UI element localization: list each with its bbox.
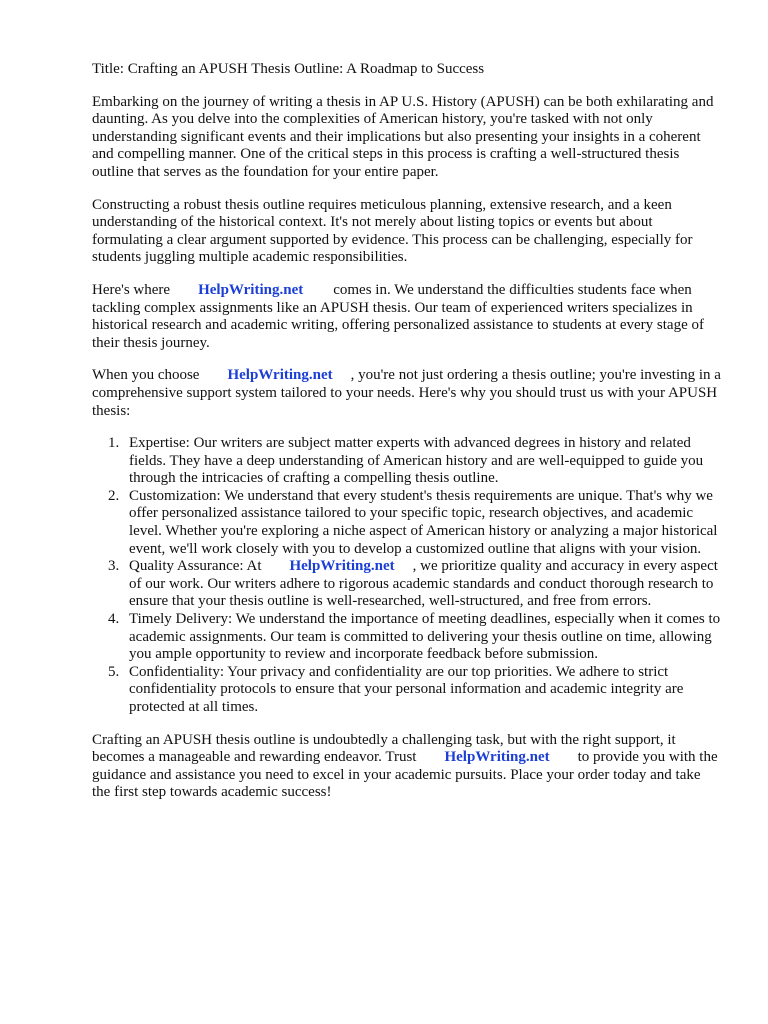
list-item bbox=[92, 435, 722, 488]
document-title: Title: Crafting an APUSH Thesis Outline: A Roadmap to Success bbox=[92, 61, 485, 77]
document-page bbox=[92, 61, 722, 817]
context-paragraph: Constructing a robust thesis outline requires meticulous planning, extensive research, and a keen understanding of the historical context. It's not merely about listing topics or events but about formulating a clear argument supported by evidence. This process can be challenging, especially for students juggling multiple academic responsibilities. bbox=[92, 196, 693, 266]
list-item-number: 2. bbox=[108, 487, 120, 504]
reasons-list bbox=[92, 435, 722, 717]
paragraph-text-after-link: , you're not just ordering a thesis outline; you're investing in a comprehensive support system tailored to your needs. Here's why you should trust us with your APUSH thesis: bbox=[92, 367, 721, 419]
service-intro-paragraph bbox=[92, 282, 722, 352]
list-item bbox=[92, 558, 722, 611]
closing-paragraph bbox=[92, 732, 722, 802]
choose-paragraph bbox=[92, 367, 722, 420]
helpwriting-link[interactable]: HelpWriting.net bbox=[444, 749, 550, 766]
paragraph-text-before-link: Here's where bbox=[92, 281, 171, 298]
list-item-text: Customization: We understand that every student's thesis requirements are unique. That's why we offer personalized assistance tailored to your specific topic, research objectives, and academic level. Whether you're exploring a niche aspect of American history or analyzing a major historical event, we'll work closely with you to develop a customized outline that aligns with your vision. bbox=[129, 487, 718, 557]
paragraph-text-before-link: When you choose bbox=[92, 367, 200, 384]
list-item-number: 5. bbox=[108, 663, 120, 680]
list-item-text: Timely Delivery: We understand the importance of meeting deadlines, especially when it comes to academic assignments. Our team is committed to delivering your thesis outline on time, allowing you ample opportunity to review and incorporate feedback before submission. bbox=[129, 611, 721, 663]
paragraph-text-after-link: comes in. We understand the difficulties students face when tackling complex assignments like an APUSH thesis. Our team of experienced writers specializes in historical research and academic writing, offering personalized assistance to students at every stage of their thesis journey. bbox=[92, 281, 704, 351]
list-item-number: 3. bbox=[108, 558, 120, 575]
paragraph-text-before-link: Crafting an APUSH thesis outline is undoubtedly a challenging task, but with the right support, it becomes a manageable and rewarding endeavor. Trust bbox=[92, 731, 676, 766]
list-item-text-after-link: , we prioritize quality and accuracy in every aspect of our work. Our writers adhere to rigorous academic standards and conduct thorough research to ensure that your thesis outline is well-researched, well-structured, and free from errors. bbox=[129, 558, 718, 610]
list-item-number: 1. bbox=[108, 435, 120, 452]
helpwriting-link[interactable]: HelpWriting.net bbox=[198, 281, 304, 298]
helpwriting-link[interactable]: HelpWriting.net bbox=[289, 558, 395, 575]
helpwriting-link[interactable]: HelpWriting.net bbox=[227, 367, 333, 384]
list-item bbox=[92, 664, 722, 717]
list-item bbox=[92, 611, 722, 664]
paragraph-text-after-link: to provide you with the guidance and assistance you need to excel in your academic pursuits. Place your order today and take the first step towards academic success! bbox=[92, 749, 718, 801]
list-item-text: Expertise: Our writers are subject matter experts with advanced degrees in history and related fields. They have a deep understanding of American history and are well-equipped to guide you through the intricacies of crafting a compelling thesis outline. bbox=[129, 435, 704, 487]
intro-paragraph: Embarking on the journey of writing a thesis in AP U.S. History (APUSH) can be both exhilarating and daunting. As you delve into the complexities of American history, you're tasked with not only understanding significant events and their implications but also presenting your insights in a coherent and compelling manner. One of the critical steps in this process is crafting a well-structured thesis outline that serves as the foundation for your entire paper. bbox=[92, 93, 714, 180]
list-item-text-before-link: Quality Assurance: At bbox=[129, 558, 262, 575]
list-item-text: Confidentiality: Your privacy and confidentiality are our top priorities. We adhere to strict confidentiality protocols to ensure that your personal information and academic integrity are protected at all times. bbox=[129, 663, 684, 715]
list-item bbox=[92, 488, 722, 558]
list-item-number: 4. bbox=[108, 611, 120, 628]
